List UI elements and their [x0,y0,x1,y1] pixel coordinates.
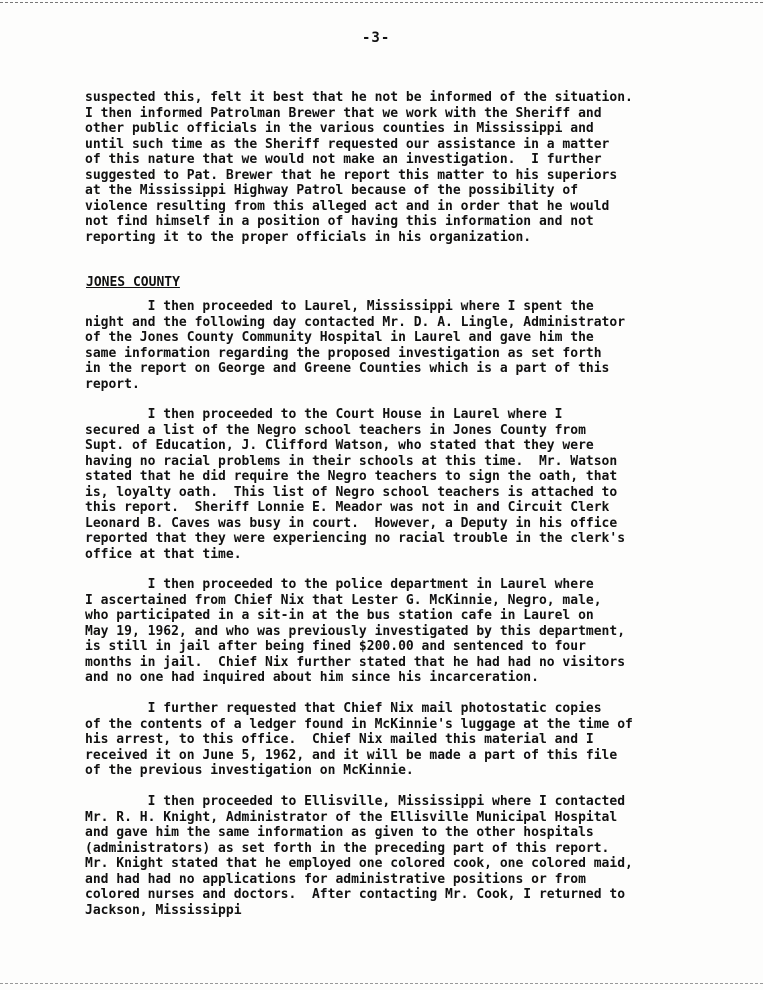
paragraph-ellisville: I then proceeded to Ellisville, Mississippi where I contacted Mr. R. H. Knight, Administrator of the Ellisville Municipal Hospital and gave him the same information as given to the other hospitals (administrators) as set forth in the preceding part of this report. Mr. Knight stated that he employed one colored cook, one colored maid, and had had no applications for administrative positions or from colored nurses and doctors. After contacting Mr. Cook, I returned to Jackson, Mississippi [85,794,633,918]
paragraph-opening: suspected this, felt it best that he not be informed of the situation. I then informed Patrolman Brewer that we work with the Sheriff and other public officials in the various counties in Mississippi and until such time as the Sheriff requested our assistance in a matter of this nature that we would not make an investigation. I further suggested to Pat. Brewer that he report this matter to his superiors at the Mississippi Highway Patrol because of the possibility of violence resulting from this alleged act and in order that he would not find himself in a position of having this information and not reporting it to the proper officials in his organization. [85,90,633,245]
bottom-edge-rule [0,983,763,984]
paragraph-police-department: I then proceeded to the police department in Laurel where I ascertained from Chief Nix that Lester G. McKinnie, Negro, male, who participated in a sit-in at the bus station cafe in Laurel on May 19, 1962, and who was previously investigated by this department, is still in jail after being fined $200.00 and sentenced to four months in jail. Chief Nix further stated that he had had no visitors and no one had inquired about him since his incarceration. [85,577,626,685]
paragraph-laurel: I then proceeded to Laurel, Mississippi where I spent the night and the following day contacted Mr. D. A. Lingle, Administrator of the Jones County Community Hospital in Laurel and gave him the same information regarding the proposed investigation as set forth in the report on George and Greene Counties which is a part of this report. [85,299,626,392]
page-number: -3- [362,30,391,46]
paragraph-ledger: I further requested that Chief Nix mail photostatic copies of the contents of a ledger found in McKinnie's luggage at the time of his arrest, to this office. Chief Nix mailed this material and I received it on June 5, 1962, and it will be made a part of this file of the previous investigation on McKinnie. [85,701,633,778]
top-edge-rule [0,2,763,3]
paragraph-court-house: I then proceeded to the Court House in Laurel where I secured a list of the Negro school teachers in Jones County from Supt. of Education, J. Clifford Watson, who stated that they were having no racial problems in their schools at this time. Mr. Watson stated that he did require the Negro teachers to sign the oath, that is, loyalty oath. This list of Negro school teachers is attached to this report. Sheriff Lonnie E. Meador was not in and Circuit Clerk Leonard B. Caves was busy in court. However, a Deputy in his office reported that they were experiencing no racial trouble in the clerk's office at that time. [85,407,626,562]
section-heading-jones-county: JONES COUNTY [86,275,180,290]
